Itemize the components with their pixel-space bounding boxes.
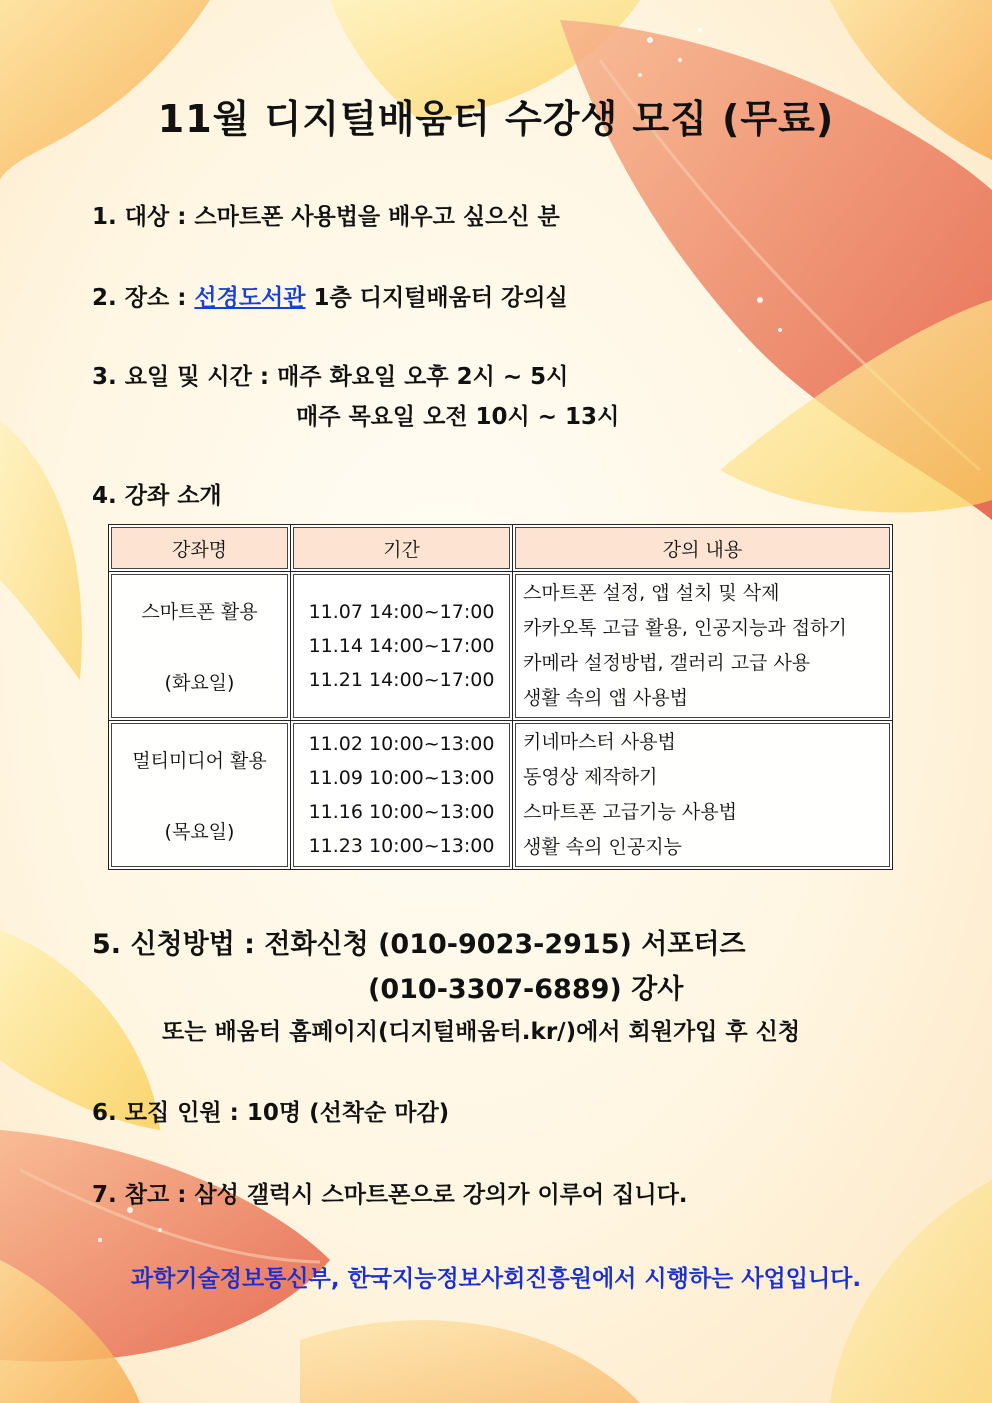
header-content: 강의 내용 <box>513 525 893 572</box>
page-title: 11월 디지털배움터 수강생 모집 (무료) <box>157 97 835 141</box>
content-item: 스마트폰 설정, 앱 설치 및 삭제 <box>523 582 780 604</box>
content-item: 스마트폰 고급기능 사용법 <box>523 801 737 823</box>
course-name: 스마트폰 활용 <box>141 601 258 623</box>
period-item: 11.07 14:00~17:00 <box>308 601 495 623</box>
table-row <box>109 721 893 870</box>
period-cell <box>291 572 513 721</box>
apply-line-1: 5. 신청방법 : 전화신청 (010-9023-2915) 서포터즈 <box>92 929 746 960</box>
header-course-name: 강좌명 <box>109 525 291 572</box>
header-period: 기간 <box>291 525 513 572</box>
course-day: (목요일) <box>164 821 235 843</box>
period-item: 11.02 10:00~13:00 <box>308 733 495 755</box>
place-line <box>92 279 568 312</box>
apply-line-2: (010-3307-6889) 강사 <box>368 974 684 1005</box>
table-row <box>109 572 893 721</box>
period-item: 11.21 14:00~17:00 <box>308 669 495 691</box>
apply-line-3: 또는 배움터 홈페이지(디지털배움터.kr/)에서 회원가입 후 신청 <box>162 1019 801 1045</box>
table-header-row <box>109 525 893 572</box>
content-item: 카카오톡 고급 활용, 인공지능과 접하기 <box>523 617 847 639</box>
period-item: 11.09 10:00~13:00 <box>308 767 495 789</box>
content-item: 생활 속의 인공지능 <box>523 836 682 858</box>
period-item: 11.14 14:00~17:00 <box>308 635 495 657</box>
place-prefix: 2. 장소 : <box>92 285 195 311</box>
target-line: 1. 대상 : 스마트폰 사용법을 배우고 싶으신 분 <box>92 204 560 230</box>
course-name-cell <box>109 572 291 721</box>
content-item: 동영상 제작하기 <box>523 766 658 788</box>
course-table <box>108 524 893 870</box>
time-line-2: 매주 목요일 오전 10시 ~ 13시 <box>296 404 620 430</box>
period-cell <box>291 721 513 870</box>
content-item: 카메라 설정방법, 갤러리 고급 사용 <box>523 652 811 674</box>
course-day: (화요일) <box>164 672 235 694</box>
sponsor-footer: 과학기술정보통신부, 한국지능정보사회진흥원에서 시행하는 사업입니다. <box>130 1266 862 1292</box>
course-name: 멀티미디어 활용 <box>132 750 267 772</box>
time-line-1: 3. 요일 및 시간 : 매주 화요일 오후 2시 ~ 5시 <box>92 364 569 390</box>
content-item: 생활 속의 앱 사용법 <box>523 687 688 709</box>
content-cell <box>513 572 893 721</box>
library-link[interactable]: 선경도서관 <box>194 285 306 311</box>
period-item: 11.23 10:00~13:00 <box>308 835 495 857</box>
content-cell <box>513 721 893 870</box>
content-item: 키네마스터 사용법 <box>523 731 676 753</box>
recruit-line: 6. 모집 인원 : 10명 (선착순 마감) <box>92 1100 450 1126</box>
place-suffix: 1층 디지털배움터 강의실 <box>305 285 568 311</box>
course-name-cell <box>109 721 291 870</box>
period-item: 11.16 10:00~13:00 <box>308 801 495 823</box>
note-line: 7. 참고 : 삼성 갤럭시 스마트폰으로 강의가 이루어 집니다. <box>92 1182 688 1208</box>
course-heading: 4. 강좌 소개 <box>92 483 222 509</box>
